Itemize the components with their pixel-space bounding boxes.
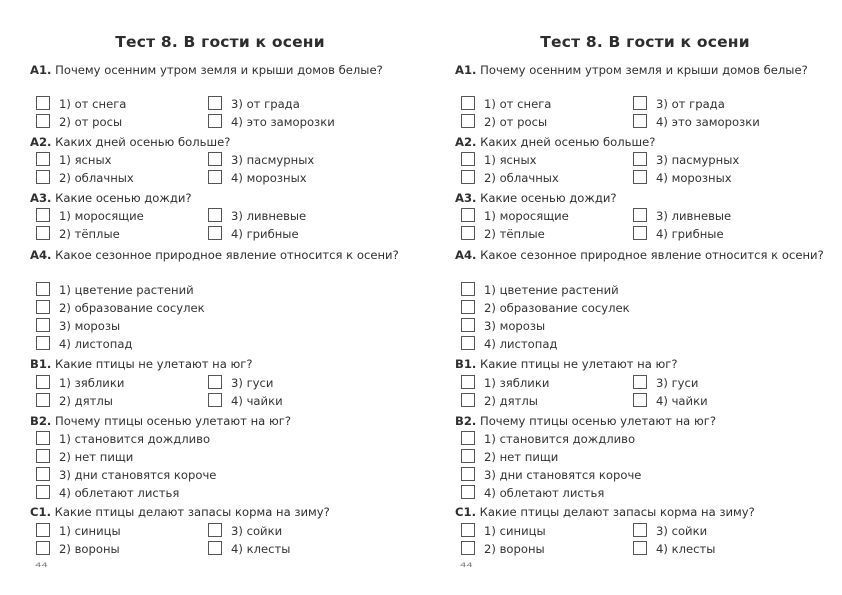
checkbox[interactable] — [36, 431, 50, 445]
option-c1-1[interactable]: 1) синицы — [461, 523, 546, 539]
checkbox[interactable] — [461, 170, 475, 184]
checkbox[interactable] — [208, 170, 222, 184]
option-b2-3[interactable]: 3) дни становятся короче — [36, 467, 216, 483]
checkbox[interactable] — [36, 375, 50, 389]
option-c1-2[interactable]: 2) вороны — [36, 541, 120, 557]
option-a4-1[interactable]: 1) цветение растений — [36, 282, 194, 298]
worksheet-left — [30, 0, 410, 595]
option-a2-1[interactable]: 1) ясных — [461, 152, 537, 168]
checkbox[interactable] — [208, 96, 222, 110]
checkbox[interactable] — [633, 208, 647, 222]
checkbox[interactable] — [461, 541, 475, 555]
checkbox[interactable] — [461, 282, 475, 296]
option-b1-1[interactable]: 1) зяблики — [461, 375, 549, 391]
option-a3-1[interactable]: 1) моросящие — [461, 208, 569, 224]
question-a1: А1. Почему осенним утром земля и крыши домов белые? — [455, 63, 808, 77]
checkbox[interactable] — [461, 393, 475, 407]
checkbox[interactable] — [633, 226, 647, 240]
question-a1 — [30, 61, 400, 79]
checkbox[interactable] — [36, 300, 50, 314]
option-a3-2[interactable]: 2) тёплые — [36, 226, 120, 242]
option-a2-4[interactable]: 4) морозных — [208, 170, 307, 186]
question-b2: В2. Почему птицы осенью улетают на юг? — [455, 414, 716, 428]
question-c1: С1. Какие птицы делают запасы корма на зиму? — [455, 505, 755, 519]
option-b2-3[interactable]: 3) дни становятся короче — [461, 467, 641, 483]
question-a2: А2. Каких дней осенью больше? — [30, 135, 231, 149]
checkbox[interactable] — [208, 393, 222, 407]
checkbox[interactable] — [36, 170, 50, 184]
option-c1-3[interactable]: 3) сойки — [633, 523, 707, 539]
checkbox[interactable] — [633, 96, 647, 110]
checkbox[interactable] — [36, 393, 50, 407]
question-b1: В1. Какие птицы не улетают на юг? — [30, 357, 253, 371]
option-a3-4[interactable]: 4) грибные — [633, 226, 724, 242]
option-a1-4[interactable]: 4) это заморозки — [208, 114, 335, 130]
option-a2-2[interactable]: 2) облачных — [461, 170, 559, 186]
option-a4-3[interactable]: 3) морозы — [461, 318, 545, 334]
option-a3-1[interactable]: 1) моросящие — [36, 208, 144, 224]
option-c1-1[interactable]: 1) синицы — [36, 523, 121, 539]
test-title: Тест 8. В гости к осени — [115, 33, 325, 51]
option-a4-3[interactable]: 3) морозы — [36, 318, 120, 334]
checkbox[interactable] — [36, 96, 50, 110]
option-a1-4[interactable]: 4) это заморозки — [633, 114, 760, 130]
option-b1-4[interactable]: 4) чайки — [633, 393, 708, 409]
option-a4-4[interactable]: 4) листопад — [461, 336, 557, 352]
checkbox[interactable] — [461, 152, 475, 166]
question-number: А1. — [30, 63, 52, 77]
page-number: 44 — [35, 562, 48, 569]
checkbox[interactable] — [633, 152, 647, 166]
option-b1-1[interactable]: 1) зяблики — [36, 375, 124, 391]
checkbox[interactable] — [461, 523, 475, 537]
option-a4-2[interactable]: 2) образование сосулек — [461, 300, 630, 316]
checkbox[interactable] — [36, 485, 50, 499]
option-a1-3[interactable]: 3) от града — [208, 96, 300, 112]
checkbox[interactable] — [208, 523, 222, 537]
option-a2-2[interactable]: 2) облачных — [36, 170, 134, 186]
checkbox[interactable] — [461, 485, 475, 499]
question-a4: А4. Какое сезонное природное явление относится к осени? — [30, 248, 399, 262]
checkbox[interactable] — [633, 393, 647, 407]
checkbox[interactable] — [461, 114, 475, 128]
checkbox[interactable] — [36, 541, 50, 555]
question-a4: А4. Какое сезонное природное явление относится к осени? — [455, 248, 824, 262]
checkbox[interactable] — [208, 375, 222, 389]
checkbox[interactable] — [208, 114, 222, 128]
question-a2: А2. Каких дней осенью больше? — [455, 135, 656, 149]
option-a3-3[interactable]: 3) ливневые — [208, 208, 306, 224]
checkbox[interactable] — [208, 541, 222, 555]
question-b1: В1. Какие птицы не улетают на юг? — [455, 357, 678, 371]
test-title: Тест 8. В гости к осени — [540, 33, 750, 51]
checkbox[interactable] — [36, 152, 50, 166]
checkbox[interactable] — [633, 375, 647, 389]
option-b1-2[interactable]: 2) дятлы — [461, 393, 538, 409]
option-c1-2[interactable]: 2) вороны — [461, 541, 545, 557]
option-a1-3[interactable]: 3) от града — [633, 96, 725, 112]
checkbox[interactable] — [461, 431, 475, 445]
worksheet-right — [455, 0, 835, 595]
option-b2-2[interactable]: 2) нет пищи — [461, 449, 558, 465]
option-a1-2[interactable]: 2) от росы — [461, 114, 547, 130]
checkbox[interactable] — [36, 467, 50, 481]
checkbox[interactable] — [36, 226, 50, 240]
option-b2-4[interactable]: 4) облетают листья — [461, 485, 604, 501]
checkbox[interactable] — [36, 449, 50, 463]
question-a3: А3. Какие осенью дожди? — [30, 191, 192, 205]
checkbox[interactable] — [461, 96, 475, 110]
page-number: 44 — [460, 562, 473, 569]
checkbox[interactable] — [633, 114, 647, 128]
checkbox[interactable] — [208, 208, 222, 222]
option-b1-3[interactable]: 3) гуси — [208, 375, 273, 391]
option-b1-4[interactable]: 4) чайки — [208, 393, 283, 409]
option-b1-2[interactable]: 2) дятлы — [36, 393, 113, 409]
option-c1-4[interactable]: 4) клесты — [208, 541, 290, 557]
checkbox[interactable] — [461, 449, 475, 463]
option-a4-1[interactable]: 1) цветение растений — [461, 282, 619, 298]
checkbox[interactable] — [36, 114, 50, 128]
checkbox[interactable] — [36, 523, 50, 537]
option-a1-2[interactable]: 2) от росы — [36, 114, 122, 130]
checkbox[interactable] — [208, 226, 222, 240]
checkbox[interactable] — [633, 170, 647, 184]
option-b2-1[interactable]: 1) становится дождливо — [461, 431, 635, 447]
question-a3: А3. Какие осенью дожди? — [455, 191, 617, 205]
option-a3-2[interactable]: 2) тёплые — [461, 226, 545, 242]
option-a4-2[interactable]: 2) образование сосулек — [36, 300, 205, 316]
checkbox[interactable] — [208, 152, 222, 166]
option-b2-2[interactable]: 2) нет пищи — [36, 449, 133, 465]
checkbox[interactable] — [633, 541, 647, 555]
option-b2-4[interactable]: 4) облетают листья — [36, 485, 179, 501]
checkbox[interactable] — [461, 318, 475, 332]
option-b1-3[interactable]: 3) гуси — [633, 375, 698, 391]
checkbox[interactable] — [461, 208, 475, 222]
checkbox[interactable] — [461, 375, 475, 389]
question-text: Почему осенним утром земля и крыши домов белые? — [55, 63, 383, 77]
checkbox[interactable] — [461, 467, 475, 481]
checkbox[interactable] — [633, 523, 647, 537]
option-a1-1[interactable]: 1) от снега — [461, 96, 551, 112]
checkbox[interactable] — [36, 282, 50, 296]
option-a3-4[interactable]: 4) грибные — [208, 226, 299, 242]
question-b2: В2. Почему птицы осенью улетают на юг? — [30, 414, 291, 428]
checkbox[interactable] — [461, 336, 475, 350]
option-a1-1[interactable]: 1) от снега — [36, 96, 126, 112]
checkbox[interactable] — [36, 318, 50, 332]
checkbox[interactable] — [36, 336, 50, 350]
checkbox[interactable] — [461, 226, 475, 240]
checkbox[interactable] — [461, 300, 475, 314]
option-b2-1[interactable]: 1) становится дождливо — [36, 431, 210, 447]
option-a2-4[interactable]: 4) морозных — [633, 170, 732, 186]
option-a4-4[interactable]: 4) листопад — [36, 336, 132, 352]
option-a3-3[interactable]: 3) ливневые — [633, 208, 731, 224]
option-c1-3[interactable]: 3) сойки — [208, 523, 282, 539]
question-c1: С1. Какие птицы делают запасы корма на зиму? — [30, 505, 330, 519]
option-c1-4[interactable]: 4) клесты — [633, 541, 715, 557]
option-a2-3[interactable]: 3) пасмурных — [633, 152, 739, 168]
checkbox[interactable] — [36, 208, 50, 222]
option-a2-1[interactable]: 1) ясных — [36, 152, 112, 168]
option-a2-3[interactable]: 3) пасмурных — [208, 152, 314, 168]
